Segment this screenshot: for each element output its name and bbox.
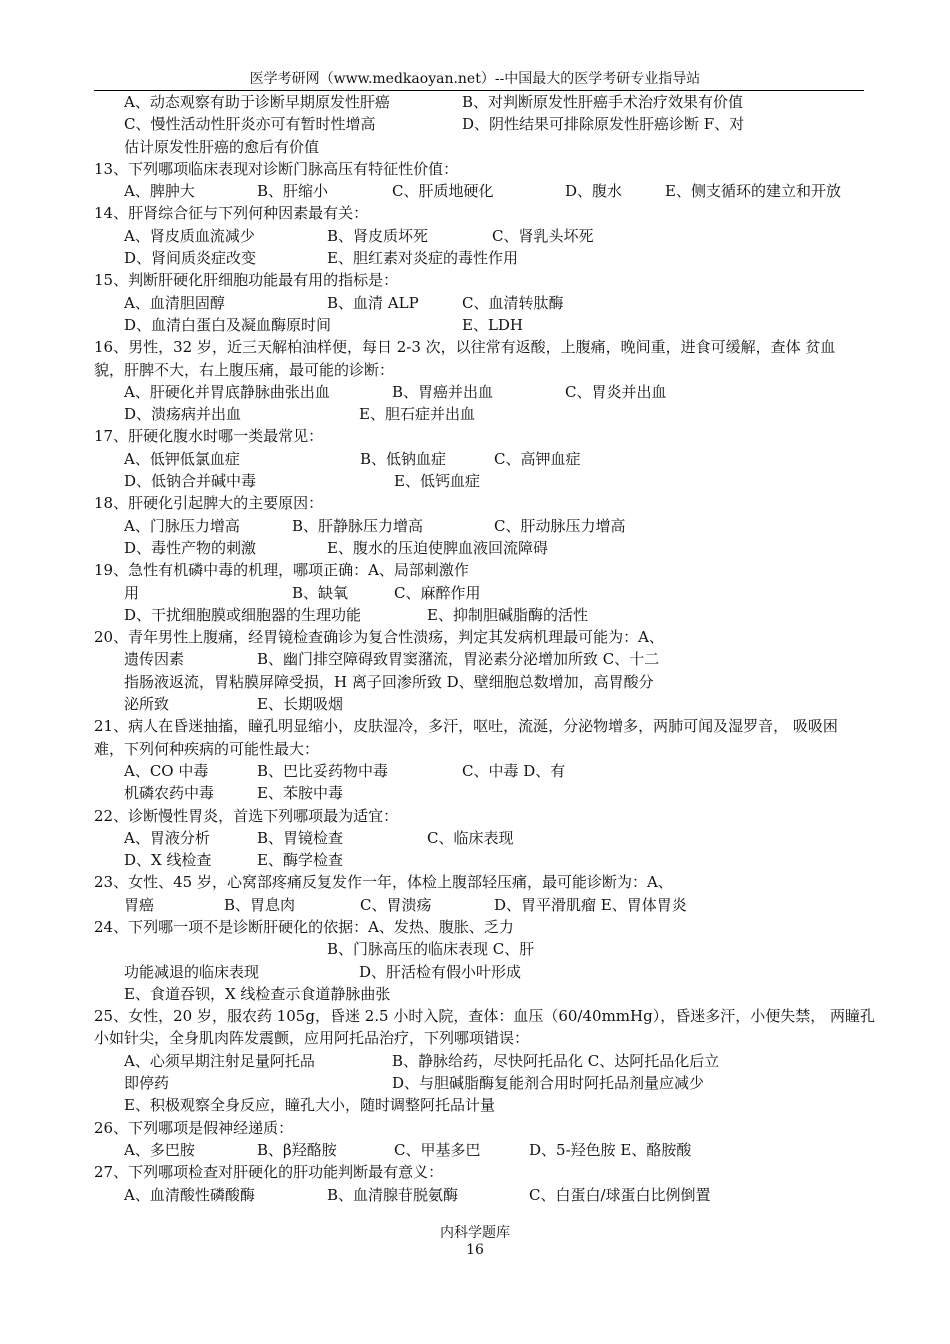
text-line: A、CO 中毒 B、巴比妥药物中毒 C、中毒 D、有: [124, 761, 566, 780]
question-stem: 13、下列哪项临床表现对诊断门脉高压有特征性价值：: [94, 159, 459, 178]
question-stem: 18、肝硬化引起脾大的主要原因：: [94, 494, 324, 513]
text-line: 估计原发性肝癌的愈后有价值: [124, 137, 320, 156]
question-stem: 19、急性有机磷中毒的机理，哪项正确：A、局部刺激作: [94, 561, 469, 580]
question-stem: 25、女性，20 岁，服农药 105g，昏迷 2.5 小时入院，查体：血压（60/40mmHg），昏迷多汗，小便失禁， 两瞳孔: [94, 1007, 875, 1026]
text-line: A、多巴胺 B、β羟酪胺 C、甲基多巴 D、5-羟色胺 E、酪胺酸: [124, 1140, 692, 1159]
text-line: 机磷农药中毒 E、苯胺中毒: [124, 784, 343, 803]
text-line: D、干扰细胞膜或细胞器的生理功能 E、抑制胆碱脂酶的活性: [124, 605, 588, 624]
question-stem: 14、肝肾综合征与下列何种因素最有关：: [94, 204, 369, 223]
text-line: E、积极观察全身反应，瞳孔大小，随时调整阿托品计量: [124, 1096, 495, 1115]
text-line: 泌所致 E、长期吸烟: [124, 695, 343, 714]
text-line: A、动态观察有助于诊断早期原发性肝癌 B、对判断原发性肝癌手术治疗效果有价值: [124, 93, 744, 111]
text-line: A、肝硬化并胃底静脉曲张出血 B、胃癌并出血 C、胃炎并出血: [124, 382, 667, 401]
question-stem: 21、病人在昏迷抽搐，瞳孔明显缩小，皮肤湿冷，多汗，呕吐，流涎，分泌物增多，两肺可闻及湿罗音， 吸吸困: [94, 717, 838, 736]
text-line: 指肠液返流，胃粘膜屏障受损，H 离子回渗所致 D、壁细胞总数增加，高胃酸分: [124, 672, 654, 691]
question-stem: 20、青年男性上腹痛，经胃镜检查确诊为复合性溃疡，判定其发病机理最可能为：A、: [94, 628, 664, 647]
text-line: A、门脉压力增高 B、肝静脉压力增高 C、肝动脉压力增高: [124, 516, 626, 535]
question-stem: 24、下列哪一项不是诊断肝硬化的依据：A、发热、腹胀、乏力: [94, 917, 514, 936]
text-line: C、慢性活动性肝炎亦可有暂时性增高 D、阴性结果可排除原发性肝癌诊断 F、对: [124, 115, 745, 134]
text-line: D、肾间质炎症改变 E、胆红素对炎症的毒性作用: [124, 249, 518, 268]
text-line: D、毒性产物的刺激 E、腹水的压迫使脾血液回流障碍: [124, 538, 548, 557]
text-line: 难，下列何种疾病的可能性最大：: [94, 739, 320, 758]
question-text: [94, 91, 875, 1206]
text-line: A、血清酸性磷酸酶 B、血清腺苷脱氨酶 C、白蛋白/球蛋白比例倒置: [124, 1185, 711, 1204]
text-line: D、X 线检查 E、酶学检查: [124, 851, 343, 870]
question-stem: 26、下列哪项是假神经递质：: [94, 1118, 294, 1137]
footer-book-title: 内科学题库: [440, 1225, 510, 1241]
text-line: 即停药 D、与胆碱脂酶复能剂合用时阿托品剂量应减少: [124, 1074, 705, 1093]
text-line: A、血清胆固醇 B、血清 ALP C、血清转肽酶: [124, 293, 564, 312]
text-line: B、门脉高压的临床表现 C、肝: [327, 940, 535, 959]
text-line: A、肾皮质血流减少 B、肾皮质坏死 C、肾乳头坏死: [124, 226, 594, 245]
text-line: A、心须早期注射足量阿托品 B、静脉给药，尽快阿托品化 C、达阿托品化后立: [124, 1051, 720, 1070]
text-line: D、低钠合并碱中毒 E、低钙血症: [124, 472, 480, 491]
text-line: A、低钾低氯血症 B、低钠血症 C、高钾血症: [124, 449, 581, 468]
text-line: 小如针尖，全身肌肉阵发震颤，应用阿托品治疗，下列哪项错误：: [94, 1029, 530, 1048]
text-line: D、溃疡病并出血 E、胆石症并出血: [124, 405, 475, 424]
text-line: A、脾肿大 B、肝缩小 C、肝质地硬化 D、腹水 E、侧支循环的建立和开放: [124, 182, 841, 201]
text-line: 胃癌 B、胃息肉 C、胃溃疡 D、胃平滑肌瘤 E、胃体胃炎: [124, 895, 687, 914]
question-stem: 27、下列哪项检查对肝硬化的肝功能判断最有意义：: [94, 1163, 444, 1182]
page-footer: [0, 1225, 950, 1259]
text-line: 功能减退的临床表现 D、肝活检有假小叶形成: [124, 962, 522, 981]
question-stem: 22、诊断慢性胃炎，首选下列哪项最为适宜：: [94, 806, 399, 825]
page-number: 16: [466, 1242, 484, 1258]
page-header: 医学考研网（www.medkaoyan.net）--中国最大的医学考研专业指导站: [249, 71, 701, 87]
question-stem: 23、女性、45 岁，心窝部疼痛反复发作一年，体检上腹部轻压痛，最可能诊断为：A、: [94, 873, 673, 892]
question-stem: 17、肝硬化腹水时哪一类最常见：: [94, 427, 324, 446]
text-line: 用 B、缺氧 C、麻醉作用: [124, 583, 481, 602]
text-line: 貌，肝脾不大，右上腹压痛，最可能的诊断：: [94, 360, 395, 379]
text-line: 遗传因素 B、幽门排空障碍致胃窦潴流，胃泌素分泌增加所致 C、十二: [124, 650, 660, 669]
question-stem: 15、判断肝硬化肝细胞功能最有用的指标是：: [94, 271, 399, 290]
text-line: A、胃液分析 B、胃镜检查 C、临床表现: [124, 828, 514, 847]
text-line: D、血清白蛋白及凝血酶原时间 E、LDH: [124, 315, 524, 334]
text-line: E、食道吞钡，X 线检查示食道静脉曲张: [124, 984, 391, 1003]
question-stem: 16、男性，32 岁，近三天解柏油样便，每日 2-3 次，以往常有返酸，上腹痛，晚间重，进食可缓解，查体 贫血: [94, 338, 836, 357]
